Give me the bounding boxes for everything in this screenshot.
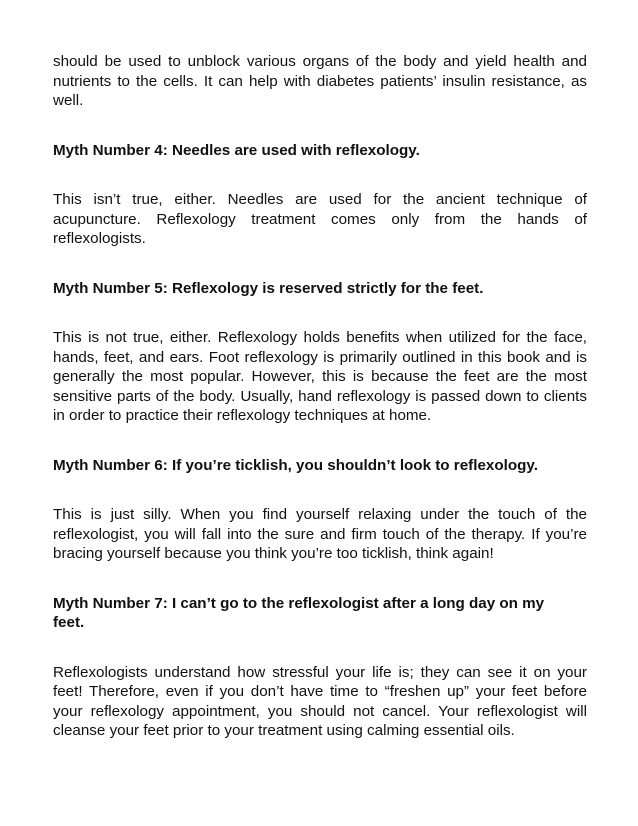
- paragraph-myth-6: This is just silly. When you find yourself relaxing under the touch of the reflexologist, you will fall into the sure and firm touch of the therapy. If you’re bracing yourself because you think you’re too ticklish, think again!: [53, 506, 587, 562]
- paragraph-myth-5: This is not true, either. Reflexology holds benefits when utilized for the face, hands, feet, and ears. Foot reflexology is primarily outlined in this book and is generally the most popular. However, this is because the feet are the most sensitive parts of the body. Usually, hand reflexology is passed down to clients in order to practice their reflexology techniques at home.: [53, 329, 587, 424]
- page-body: [53, 52, 587, 741]
- paragraph-myth-7: Reflexologists understand how stressful your life is; they can see it on your feet! Therefore, even if you don’t have time to “freshen up” your feet before your reflexology appointment, you should not cancel. Your reflexologist will cleanse your feet prior to your treatment using calming essential oils.: [53, 663, 587, 739]
- paragraph-myth-4: This isn’t true, either. Needles are used for the ancient technique of acupuncture. Reflexology treatment comes only from the hands of reflexologists.: [53, 191, 587, 247]
- heading-myth-5: Myth Number 5: Reflexology is reserved strictly for the feet.: [53, 279, 484, 297]
- heading-myth-4: Myth Number 4: Needles are used with reflexology.: [53, 141, 420, 159]
- paragraph-continued-intro: should be used to unblock various organs of the body and yield health and nutrients to the cells. It can help with diabetes patients’ insulin resistance, as well.: [53, 53, 587, 109]
- heading-myth-6: Myth Number 6: If you’re ticklish, you shouldn’t look to reflexology.: [53, 456, 538, 474]
- heading-myth-7: Myth Number 7: I can’t go to the reflexologist after a long day on my feet.: [53, 594, 545, 631]
